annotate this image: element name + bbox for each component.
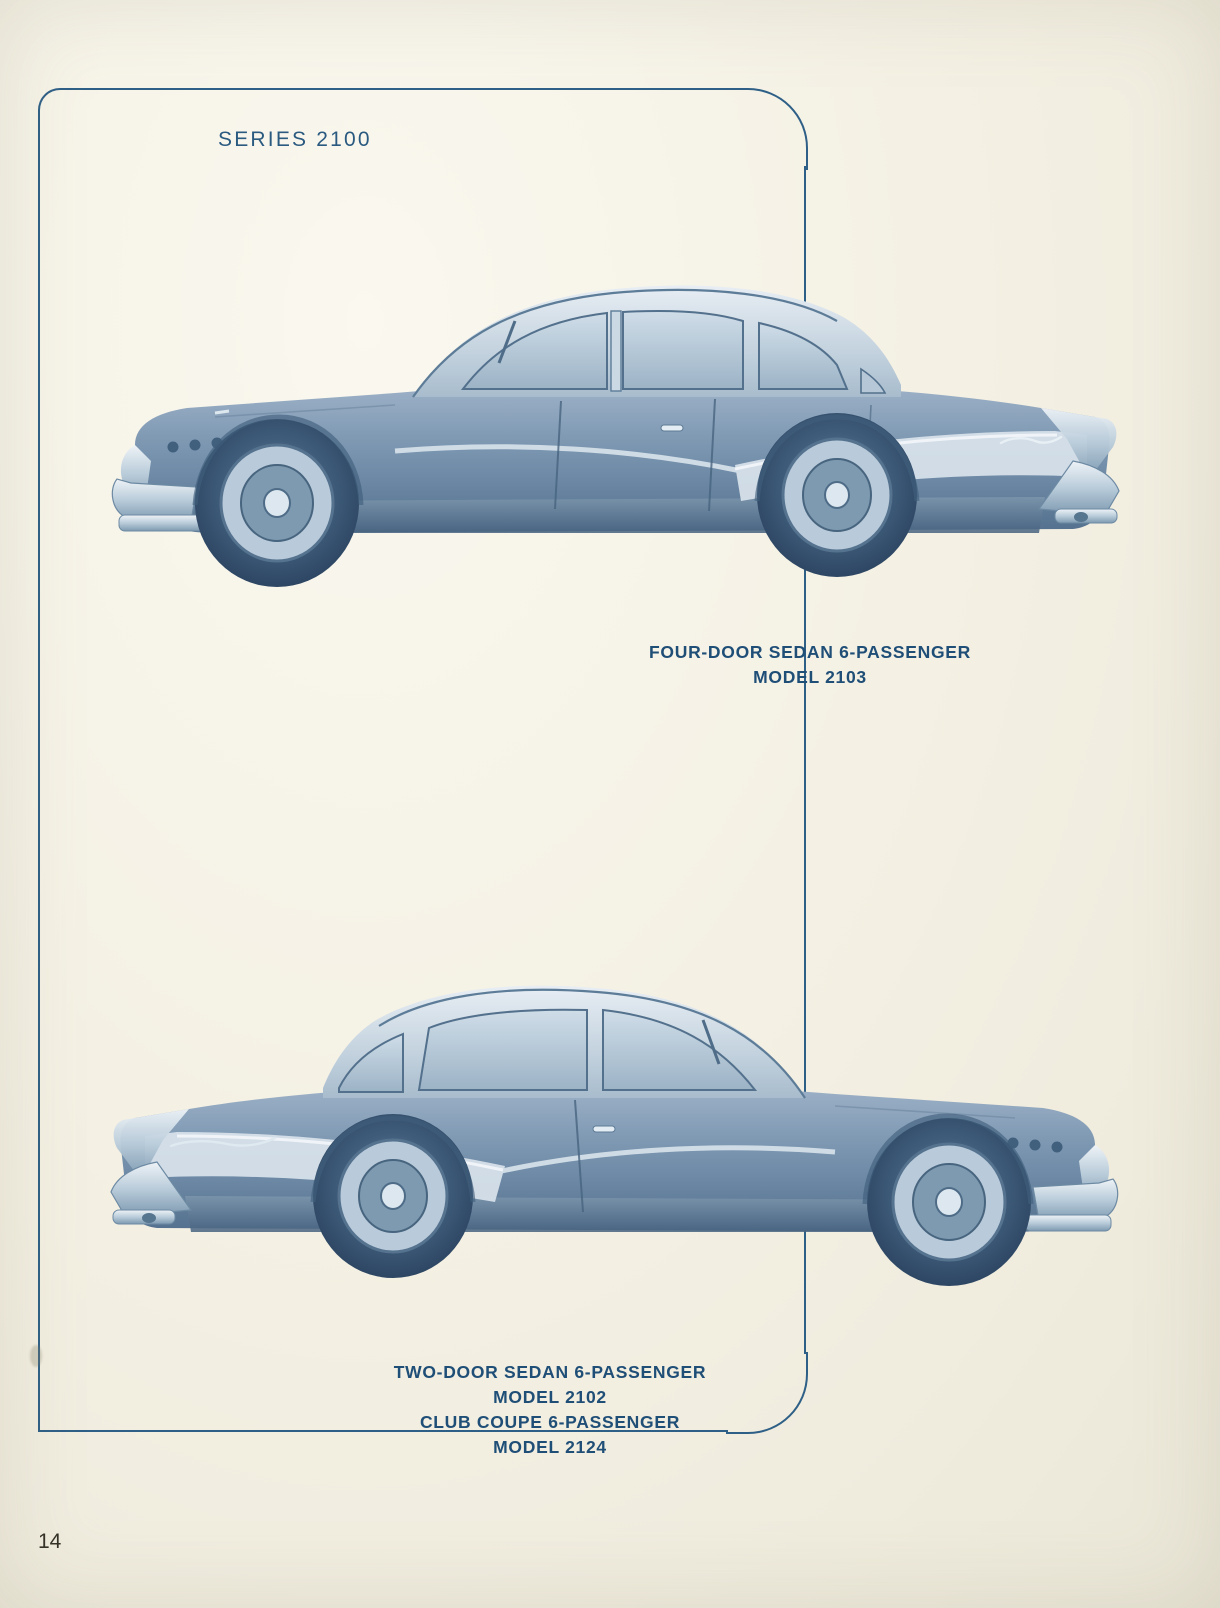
page-number: 14 [38, 1530, 62, 1553]
frame-corner-top-right [726, 88, 808, 170]
illustration-four-door-sedan [95, 265, 1125, 610]
figure-caption-four-door-sedan [560, 640, 1060, 690]
illustration-two-door-sedan [105, 970, 1135, 1300]
figure-caption-two-door-sedan [300, 1360, 800, 1460]
frame-rule-left [38, 128, 40, 1432]
caption-line: CLUB COUPE 6-PASSENGER [419, 1412, 681, 1432]
caption-line: TWO-DOOR SEDAN 6-PASSENGER [393, 1362, 707, 1382]
caption-line: MODEL 2103 [753, 667, 867, 687]
paper-smudge [30, 1345, 42, 1367]
frame-rule-top [76, 88, 728, 90]
series-label: SERIES 2100 [218, 128, 372, 151]
caption-line: FOUR-DOOR SEDAN 6-PASSENGER [649, 642, 971, 662]
frame-corner-top-left [38, 88, 80, 130]
caption-line: MODEL 2102 [493, 1387, 607, 1407]
caption-line: MODEL 2124 [493, 1437, 607, 1457]
